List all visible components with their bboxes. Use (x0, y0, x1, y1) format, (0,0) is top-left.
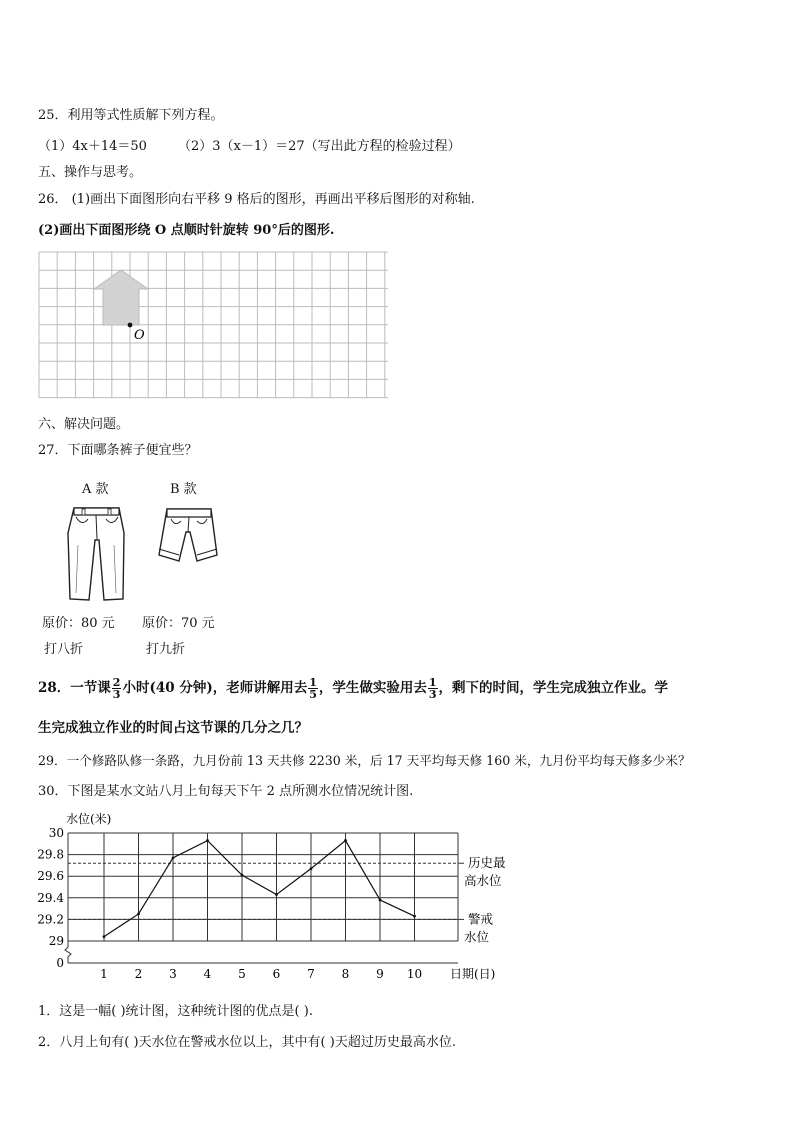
fraction-numerator: 1 (428, 676, 437, 689)
fraction-denominator: 3 (112, 688, 121, 701)
q28-text-3: ，学生做实验用去 (318, 680, 427, 696)
y-tick-label: 29 (48, 934, 64, 948)
data-point (379, 899, 382, 902)
q27-title: 27．下面哪条裤子便宜些？ (38, 443, 198, 458)
data-point (344, 839, 347, 842)
y-tick-label: 29.6 (37, 869, 64, 884)
fraction-numerator: 2 (112, 676, 121, 689)
y-axis-label: 水位(米) (66, 812, 112, 826)
fraction-one-third (428, 677, 438, 700)
reference-label: 高水位 (464, 873, 502, 889)
q25-equation-1: （1）4x＋14＝50 (38, 139, 147, 154)
q30-question-2: 2．八月上旬有( )天水位在警戒水位以上，其中有( )天超过历史最高水位. (38, 1035, 456, 1050)
x-tick-label: 5 (238, 967, 246, 981)
reference-label: 历史最 (468, 855, 506, 871)
q29-text: 29．一个修路队修一条路，九月份前 13 天共修 2230 米，后 17 天平均每天修 160 米，九月份平均每天修多少米？ (38, 753, 691, 768)
y-tick-label: 29.8 (37, 847, 64, 862)
x-tick-label: 9 (376, 967, 384, 981)
q28-line-2: 生完成独立作业的时间占这节课的几分之几？ (38, 720, 308, 736)
pants-a-discount: 打八折 (44, 642, 84, 657)
section-6-heading: 六、解决问题。 (38, 417, 130, 432)
data-point (310, 867, 313, 870)
q30-question-1: 1．这是一幅( )统计图，这种统计图的优点是( ). (38, 1004, 313, 1019)
q25-title: 25．利用等式性质解下列方程。 (38, 108, 224, 123)
reference-label: 水位 (464, 929, 490, 945)
x-tick-label: 1 (100, 967, 108, 981)
data-point (137, 913, 140, 916)
shorts-image (153, 505, 225, 567)
data-point (103, 935, 106, 938)
fraction-denominator: 3 (428, 688, 437, 701)
grid-figure (38, 251, 388, 399)
x-tick-label: 6 (272, 967, 281, 981)
data-point (172, 856, 175, 859)
data-point (241, 874, 244, 877)
x-axis-label: 日期(日) (450, 967, 496, 981)
y-tick-label: 29.2 (37, 912, 64, 927)
x-tick-label: 3 (169, 967, 177, 981)
x-tick-label: 10 (406, 967, 423, 981)
q28-line-1 (38, 676, 668, 700)
data-point (206, 839, 209, 842)
q25-equation-2: （2）3（x－1）＝27（写出此方程的检验过程） (178, 139, 461, 154)
q26-line-1: 26． (1)画出下面图形向右平移 9 格后的图形，再画出平移后图形的对称轴. (38, 192, 475, 207)
pants-b-discount: 打九折 (146, 642, 186, 657)
fraction-numerator: 1 (309, 676, 317, 689)
fraction-denominator: 5 (309, 688, 317, 701)
reference-label: 警戒 (468, 911, 494, 927)
x-tick-label: 8 (341, 967, 350, 981)
x-tick-label: 2 (134, 967, 143, 981)
arrow-shape (94, 270, 148, 325)
water-level-chart (36, 806, 536, 986)
y-tick-label: 30 (48, 826, 64, 840)
point-o-label: O (134, 328, 145, 343)
q28-text-4: ，剩下的时间，学生完成独立作业。学 (438, 680, 669, 696)
data-point (275, 893, 278, 896)
pants-b-price: 原价：70 元 (142, 616, 215, 631)
q28-text-2: 小时(40 分钟)，老师讲解用去 (122, 680, 308, 696)
section-5-heading: 五、操作与思考。 (38, 165, 143, 180)
pants-a-label: A 款 (82, 482, 109, 497)
q30-title: 30．下图是某水文站八月上旬每天下午 2 点所测水位情况统计图. (38, 784, 414, 799)
y-axis-break (65, 941, 71, 963)
x-tick-label: 4 (203, 967, 212, 981)
y-tick-label: 29.4 (37, 890, 64, 905)
x-tick-label: 7 (307, 967, 315, 981)
q26-line-2: (2)画出下面图形绕 O 点顺时针旋转 90°后的图形. (38, 223, 335, 238)
fraction-two-thirds (112, 677, 122, 700)
fraction-one-fifth (308, 677, 318, 700)
data-point (413, 915, 416, 918)
y-tick-label: 0 (56, 956, 64, 970)
pants-a-price: 原价：80 元 (42, 616, 115, 631)
long-pants-image (64, 505, 136, 605)
point-o (128, 323, 133, 328)
q28-text-1: 28．一节课 (38, 680, 111, 696)
pants-b-label: B 款 (170, 482, 197, 497)
